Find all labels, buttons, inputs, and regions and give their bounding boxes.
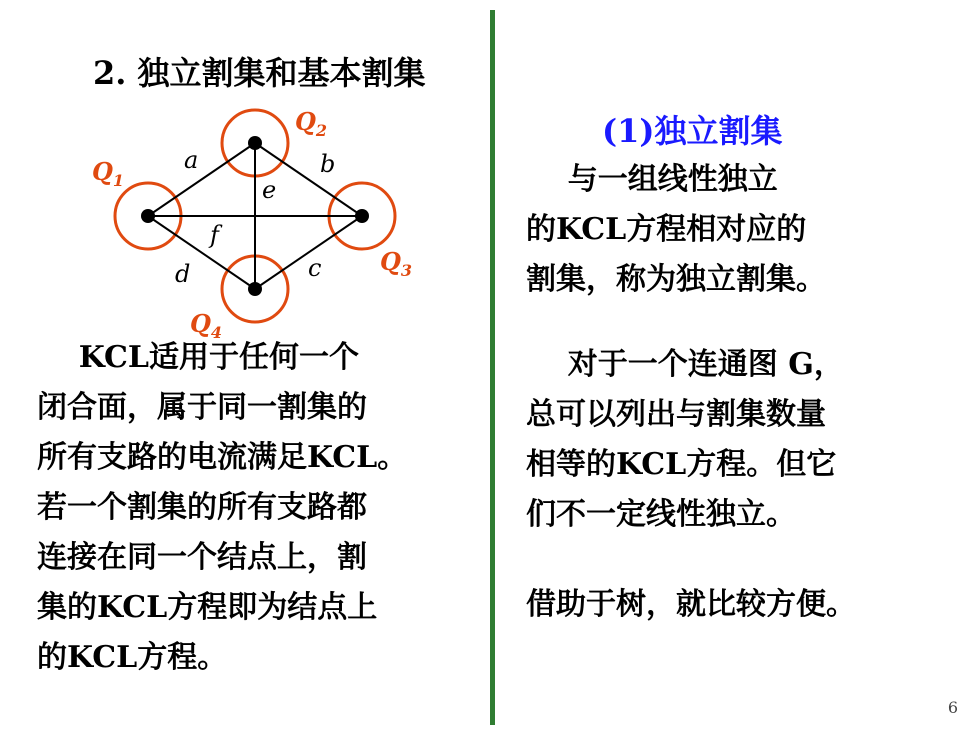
edge-label-e: e <box>262 176 277 204</box>
node-bottom <box>248 282 262 296</box>
edge-label-f: f <box>210 221 219 249</box>
left-body-paragraph: KCL适用于任何一个 闭合面，属于同一割集的 所有支路的电流满足KCL。 若一个割集的所有支路都 连接在同一个结点上，割 集的KCL方程即为结点上 的KCL方程。 <box>37 340 408 675</box>
slide-title: 2. 独立割集和基本割集 <box>93 54 426 92</box>
cutset-label-q1: $Q_1$ <box>92 157 125 190</box>
node-left <box>141 209 155 223</box>
edge-label-b: b <box>320 150 336 178</box>
right-paragraph-connected-graph: 对于一个连通图 G， 总可以列出与割集数量 相等的KCL方程。但它 们不一定线性独立。 <box>526 347 844 532</box>
section-subheading: (1)独立割集 <box>602 112 783 150</box>
page-number: 6 <box>947 698 958 717</box>
right-paragraph-definition: 与一组线性独立 的KCL方程相对应的 割集，称为独立割集。 <box>526 162 826 297</box>
edge-label-d: d <box>175 260 191 288</box>
cutset-label-q2: $Q_2$ <box>295 107 328 140</box>
cutset-graph-diagram <box>92 100 420 342</box>
edge-label-c: c <box>308 254 322 282</box>
right-paragraph-tree-hint: 借助于树，就比较方便。 <box>526 587 856 622</box>
column-divider <box>490 10 495 725</box>
edge-a <box>148 143 255 216</box>
edge-label-a: a <box>184 146 199 174</box>
cutset-label-q3: $Q_3$ <box>380 247 413 280</box>
node-right <box>355 209 369 223</box>
node-top <box>248 136 262 150</box>
edge-d <box>148 216 255 289</box>
cutset-label-q4: $Q_4$ <box>190 309 223 342</box>
